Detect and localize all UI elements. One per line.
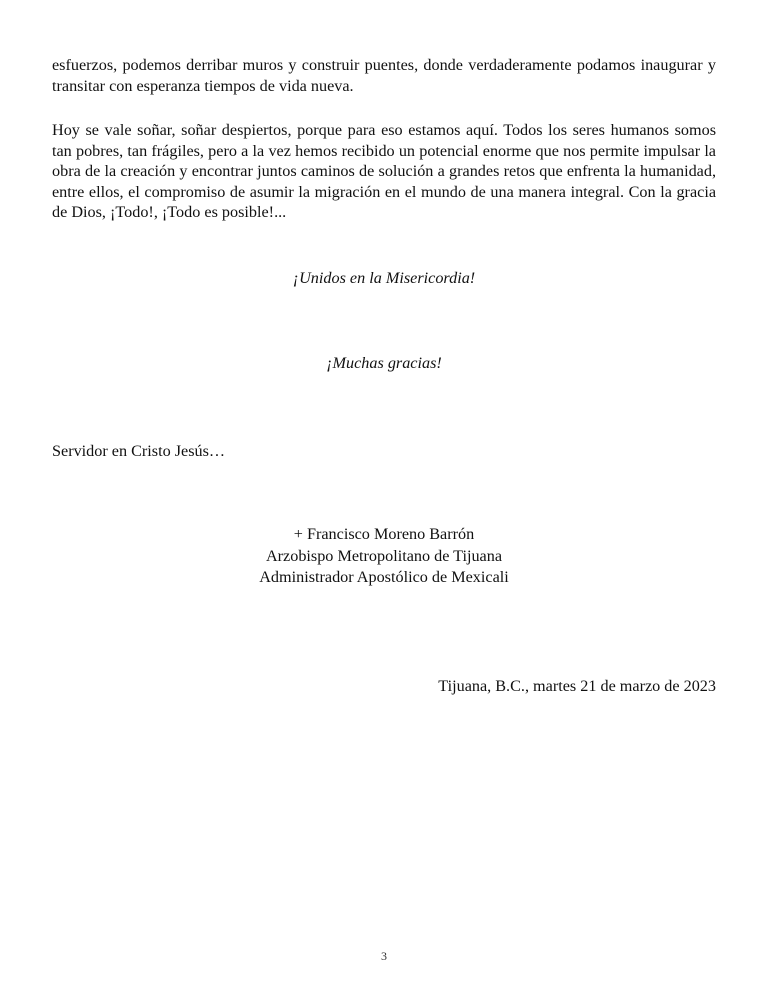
page-number: 3 bbox=[381, 949, 387, 963]
signatory-title-1: Arzobispo Metropolitano de Tijuana bbox=[265, 546, 503, 565]
signatory-name: + Francisco Moreno Barrón bbox=[293, 525, 475, 543]
exclamation-unidos: ¡Unidos en la Misericordia! bbox=[292, 269, 476, 287]
date-line: Tijuana, B.C., martes 21 de marzo de 2023 bbox=[438, 677, 716, 695]
body-paragraph-1: esfuerzos, podemos derribar muros y construir puentes, donde verdaderamente podamos inaugurar y transitar con esperanza tiempos de vida nueva. bbox=[52, 56, 716, 95]
exclamation-gracias: ¡Muchas gracias! bbox=[326, 354, 442, 372]
closing-line: Servidor en Cristo Jesús… bbox=[52, 442, 226, 460]
signature-block bbox=[0, 524, 768, 589]
body-paragraph-2: Hoy se vale soñar, soñar despiertos, porque para eso estamos aquí. Todos los seres humanos somos tan pobres, tan frágiles, pero a la vez hemos recibido un potencial enorme que nos permite impulsar la obra de la creación y encontrar juntos caminos de solución a grandes retos que enfrenta la humanidad, entre ellos, el compromiso de asumir la migración en el mundo de una manera integral. Con la gracia de Dios, ¡Todo!, ¡Todo es posible!... bbox=[52, 121, 716, 221]
signatory-title-2: Administrador Apostólico de Mexicali bbox=[259, 568, 509, 586]
